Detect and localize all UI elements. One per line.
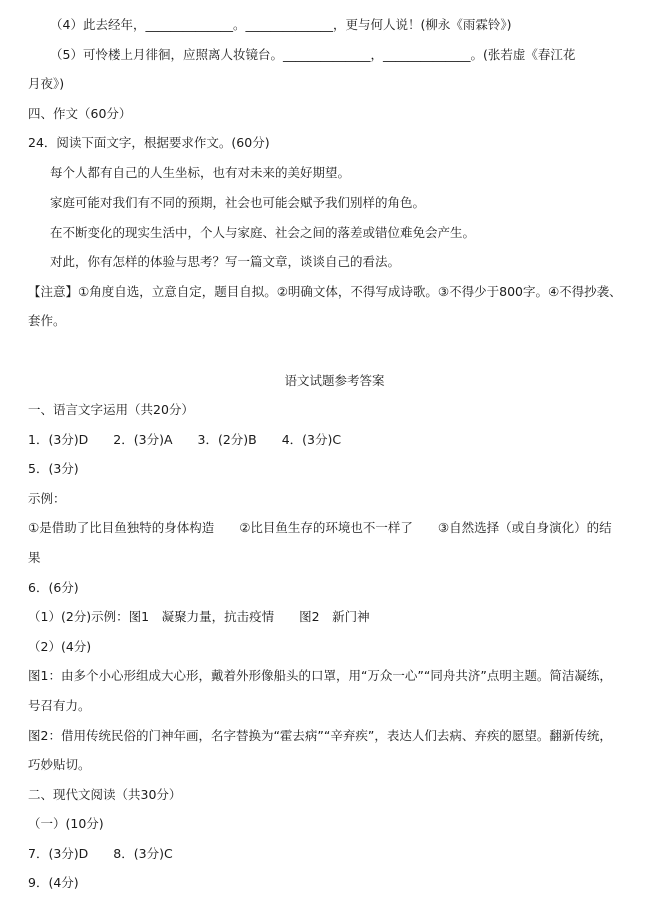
answer-section-heading: 二、现代文阅读（共30分） [28, 787, 182, 802]
q5-line: （5）可怜楼上月徘徊，应照离人妆镜台。______________，______________。(张若虚《春江花 [50, 47, 576, 62]
essay-section-heading: 四、作文（60分） [28, 106, 132, 121]
essay-note-cont: 套作。 [28, 313, 66, 328]
essay-paragraph: 对此，你有怎样的体验与思考？写一篇文章，谈谈自己的看法。 [50, 254, 401, 269]
answer-line: 5．(3分) [28, 461, 79, 476]
answer-line: 1．(3分)D 2．(3分)A 3．(2分)B 4．(3分)C [28, 432, 342, 447]
answer-section-heading: 一、语言文字运用（共20分） [28, 402, 194, 417]
answer-key-title: 语文试题参考答案 [284, 373, 385, 388]
answer-line-cont: 果 [28, 550, 41, 565]
q5-line-cont: 月夜》) [28, 76, 65, 91]
answer-line: ①是借助了比目鱼独特的身体构造 ②比目鱼生存的环境也不一样了 ③自然选择（或自身演化）的结 [28, 520, 612, 535]
answer-line: 图1：由多个小心形组成大心形，戴着外形像船头的口罩，用“万众一心”“同舟共济”点明主题。简洁凝练， [28, 668, 612, 683]
answer-line-cont: 巧妙贴切。 [28, 757, 91, 772]
essay-paragraph: 在不断变化的现实生活中，个人与家庭、社会之间的落差或错位难免会产生。 [50, 225, 476, 240]
answer-line: 示例： [28, 491, 66, 506]
answer-line: 7．(3分)D 8．(3分)C [28, 846, 173, 861]
answer-line: （1）(2分)示例：图1 凝聚力量，抗击疫情 图2 新门神 [28, 609, 370, 624]
essay-note: 【注意】①角度自选，立意自定，题目自拟。②明确文体，不得写成诗歌。③不得少于800字。④不得抄袭、 [28, 284, 622, 299]
answer-subsection-heading: （一）(10分) [28, 816, 104, 831]
answer-line: 图2：借用传统民俗的门神年画，名字替换为“霍去病”“辛弃疾”，表达人们去病、弃疾的愿望。翻新传统， [28, 728, 612, 743]
answer-line-cont: 号召有力。 [28, 698, 91, 713]
essay-paragraph: 家庭可能对我们有不同的预期，社会也可能会赋予我们别样的角色。 [50, 195, 426, 210]
answer-line: 6．(6分) [28, 580, 79, 595]
essay-question: 24．阅读下面文字，根据要求作文。(60分) [28, 135, 270, 150]
essay-paragraph: 每个人都有自己的人生坐标，也有对未来的美好期望。 [50, 165, 351, 180]
answer-line: （2）(4分) [28, 639, 92, 654]
answer-line: 9．(4分) [28, 875, 79, 890]
q4-line: （4）此去经年，______________。______________，更与何人说！(柳永《雨霖铃》) [50, 17, 512, 32]
